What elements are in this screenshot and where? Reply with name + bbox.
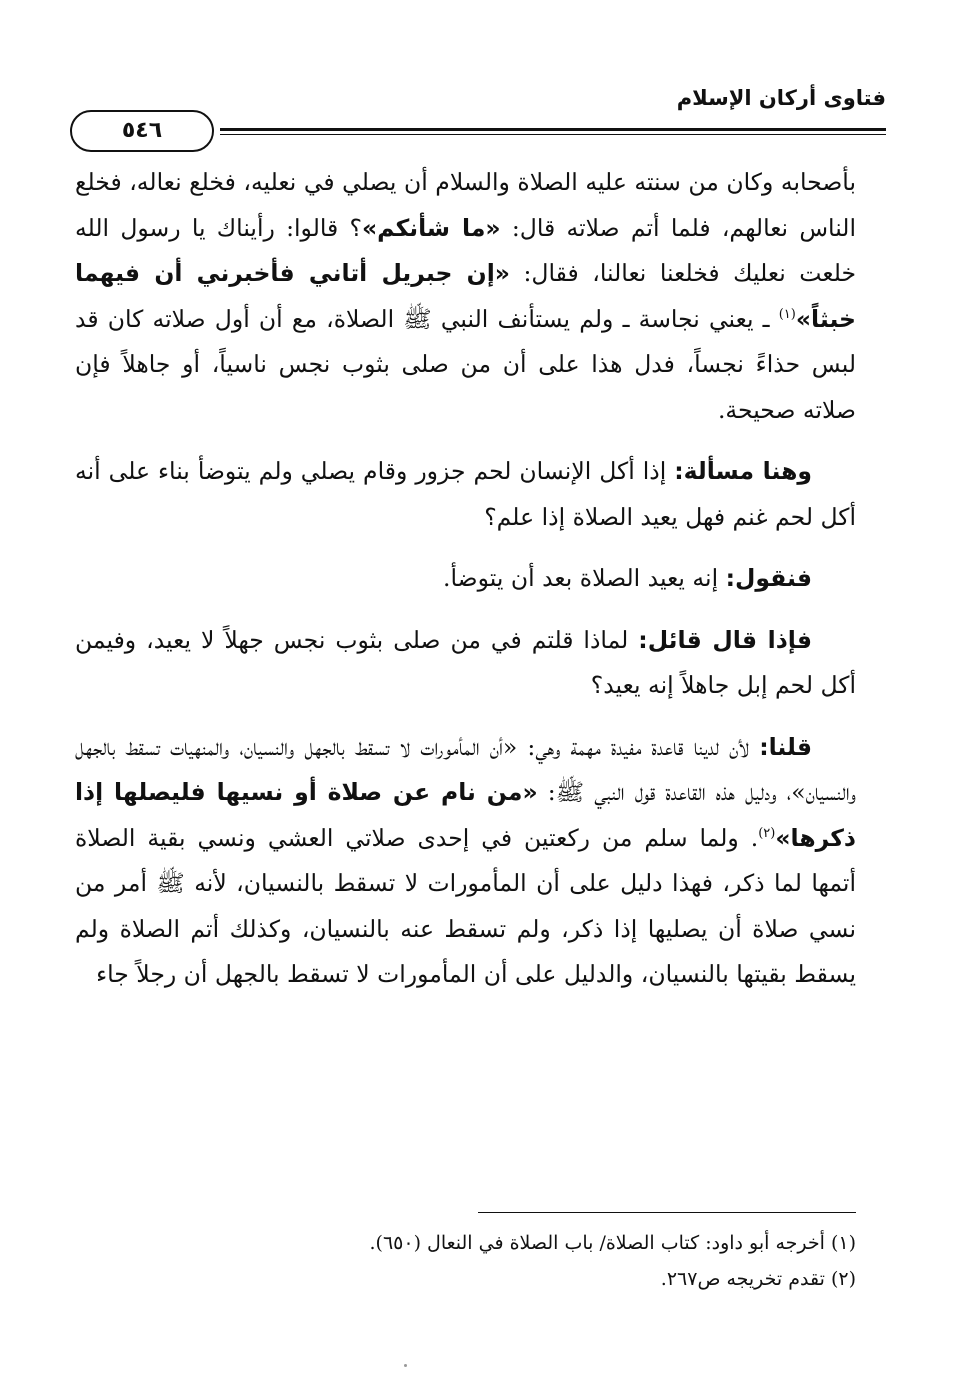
page-speck [404,1364,407,1367]
main-text [75,160,856,998]
text-run: ؟ قالوا: رأيناك يا رسول الله خلعت نعليك فخلعنا نعالنا، فقال: [75,213,856,287]
text-run: لماذا قلتم في من صلى بثوب نجس جهلاً لا يعيد، وفيمن أكل لحم إبل جاهلاً إنه يعيد؟ [75,625,856,699]
running-header [70,80,886,143]
text-run: ـ يعني نجاسة ـ ولم يستأنف النبي ﷺ الصلاة، مع أن أول صلاته كان قد لبس حذاءً نجساً، فدل هذا على أن من صلى بثوب نجس ناسياً، أو جاهلاً فإن صلاته صحيحة. [75,304,856,424]
text-run: إذا أكل الإنسان لحم جزور وقام يصلي ولم يتوضأ بناء على أنه أكل لحم غنم فهل يعيد الصلاة إذا علم؟ [75,457,856,531]
lead-phrase: قلنا: [759,732,812,761]
footnote-1: (١) أخرجه أبو داود: كتاب الصلاة/ باب الصلاة في النعال (٦٥٠). [369,1232,856,1254]
paragraph-5 [75,725,856,998]
footnote-2: (٢) تقدم تخريجه ص٢٦٧. [660,1268,856,1290]
text-run: لأن لدينا قاعدة مفيدة مهمة وهي: «أن المأمورات لا تسقط بالجهل والنسيان، والمنهيات تسقط بالجهل والنسيان»، ودليل هذه القاعدة قول النبي ﷺ: [75,732,856,806]
paragraph-2 [75,449,856,540]
paragraph-1 [75,160,856,433]
text-run: . ولما سلم من ركعتين في إحدى صلاتي العشي ونسي بقية الصلاة أتمها لما ذكر، فهذا دليل على أن المأمورات لا تسقط بالنسيان، لأنه ﷺ أمر من نسي صلاة أن يصليها إذا ذكر، ولم تسقط عنه بالنسيان، وكذلك أتم الصلاة ولم يسقط بقيتها بالنسيان، والدليل على أن المأمورات لا تسقط بالجهل أن رجلاً جاء [75,823,857,988]
footnote-ref: (٢) [758,825,776,841]
header-rule [220,128,886,131]
text-run: إنه يعيد الصلاة بعد أن يتوضأ. [443,564,726,592]
footnotes [75,1225,856,1297]
hadith-quote: «ما شأنكم» [362,213,501,242]
footnote-rule [478,1212,856,1213]
page-number: ٥٤٦ [70,110,214,152]
lead-phrase: فنقول: [725,564,812,592]
paragraph-3 [75,556,856,602]
lead-phrase: فإذا قال قائل: [638,625,812,654]
paragraph-4 [75,618,856,709]
header-rule-thin [220,134,886,135]
text-run: بأصحابه وكان من سنته عليه الصلاة والسلام أن يصلي في نعليه، فخلع نعاله، فخلع الناس نعالهم، فلما أتم صلاته قال: [75,168,856,242]
footnote-ref: (١) [778,306,796,322]
hadith-quote: «من نام عن صلاة أو نسيها فليصلها إذا ذكرها» [75,778,856,852]
hadith-quote: «إن جبريل أتاني فأخبرني أن فيهما خبثاً» [75,259,856,333]
lead-phrase: وهنا مسألة: [674,457,812,485]
book-title: فتاوى أركان الإسلام [676,86,886,110]
